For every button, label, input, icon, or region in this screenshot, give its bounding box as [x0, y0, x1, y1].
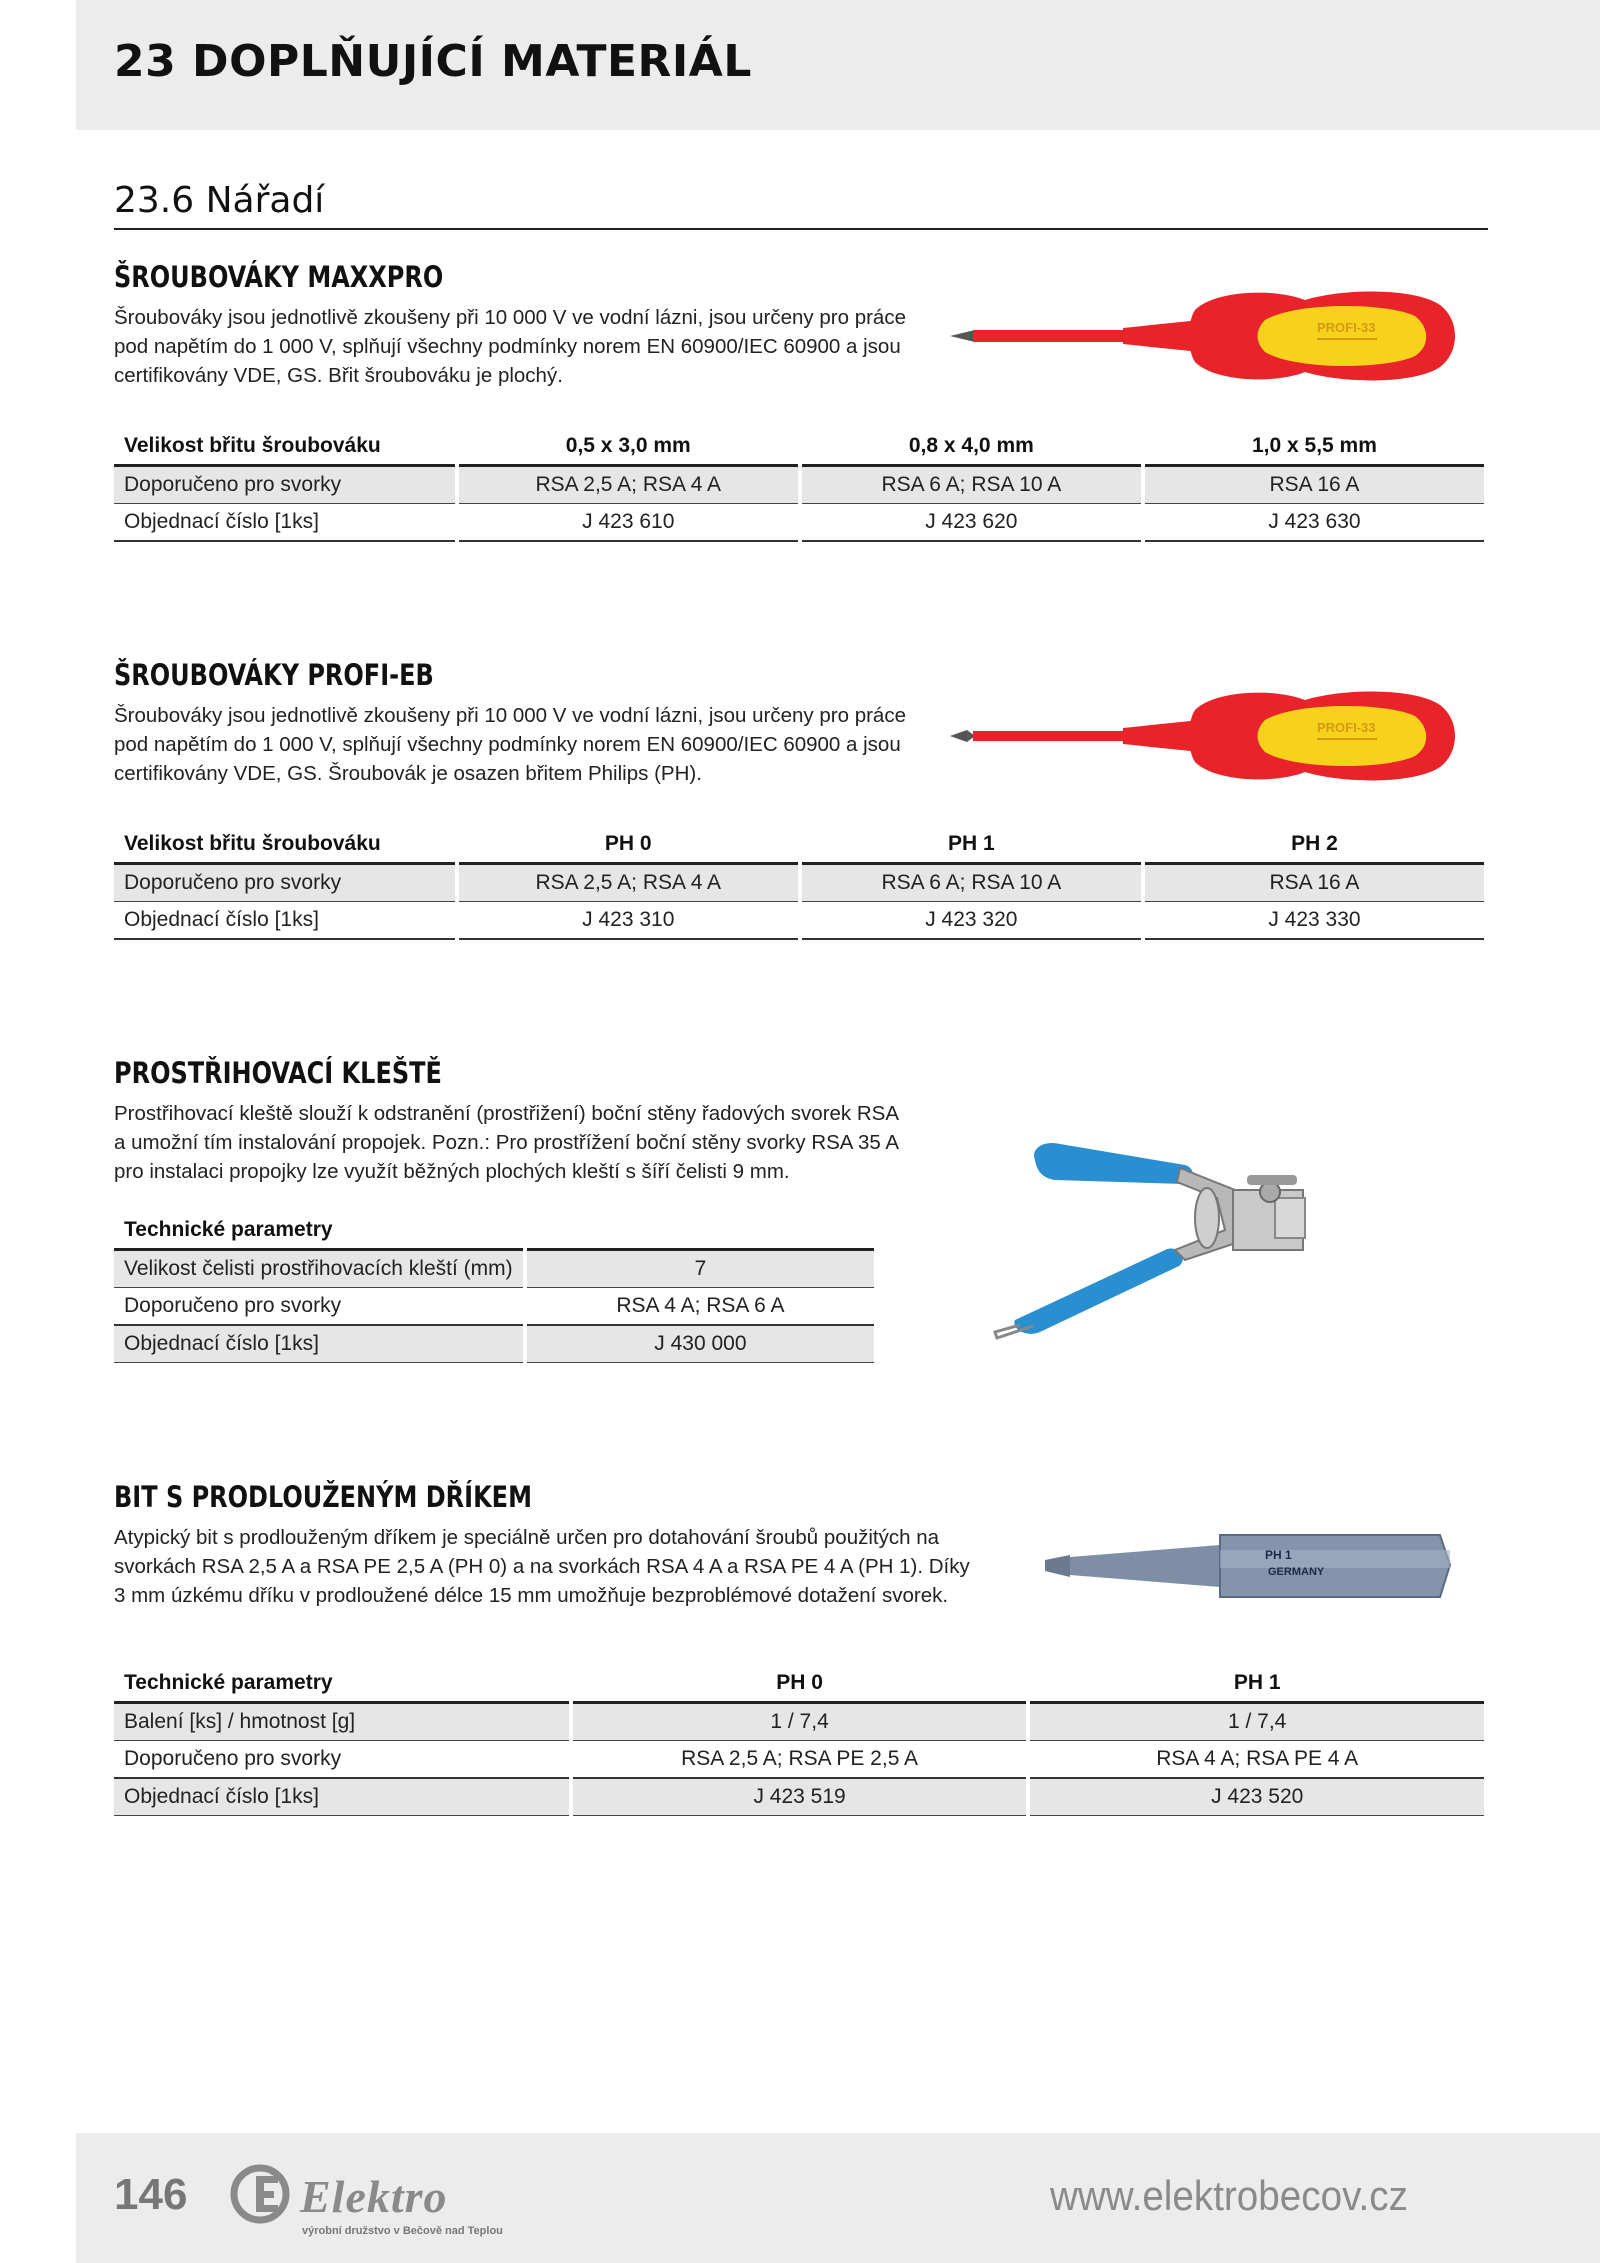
table-header: Velikost břitu šroubováku: [114, 826, 455, 865]
table-row: [114, 1251, 874, 1288]
table-row: [114, 504, 1484, 542]
table-header: PH 1: [1030, 1665, 1484, 1704]
product-heading-pliers: PROSTŘIHOVACÍ KLEŠTĚ: [114, 1056, 442, 1090]
table-cell: 1 / 7,4: [573, 1704, 1027, 1741]
table-cell: Doporučeno pro svorky: [114, 467, 455, 504]
table-row: [114, 1326, 874, 1363]
table-header: 0,8 x 4,0 mm: [802, 428, 1141, 467]
table-row: [114, 467, 1484, 504]
product-description-profi-eb: Šroubováky jsou jednotlivě zkoušeny při 10 000 V ve vodní lázni, jsou určeny pro práce pod napětím do 1 000 V, splňují všechny podmínky norem EN 60900/IEC 60900 a jsou certifikovány VDE, GS. Šroubovák je osazen břitem Philips (PH).: [114, 704, 906, 785]
table-cell: J 423 310: [459, 902, 798, 940]
table-cell: RSA 2,5 A; RSA 4 A: [459, 865, 798, 902]
section-title: 23.6 Nářadí: [114, 180, 325, 221]
table-cell: RSA 4 A; RSA 6 A: [527, 1288, 874, 1326]
table-header: Technické parametry: [114, 1665, 569, 1704]
table-cell: Doporučeno pro svorky: [114, 1288, 523, 1326]
table-cell: RSA 16 A: [1145, 467, 1484, 504]
table-header: [527, 1212, 874, 1251]
table-cell: J 423 519: [573, 1779, 1027, 1816]
product-description-bit: Atypický bit s prodlouženým dříkem je speciálně určen pro dotahování šroubů použitých na svorkách RSA 2,5 A a RSA PE 2,5 A (PH 0) a na svorkách RSA 4 A a RSA PE 4 A (PH 1). Díky 3 mm úzkému dříku v prodloužené délce 15 mm umožňuje bezproblémové dotažení svorek.: [114, 1526, 970, 1607]
table-header: 0,5 x 3,0 mm: [459, 428, 798, 467]
brand-tagline: výrobní družstvo v Bečově nad Teplou: [302, 2225, 503, 2237]
table-cell: Doporučeno pro svorky: [114, 865, 455, 902]
page-number: 146: [114, 2170, 188, 2219]
table-cell: 1 / 7,4: [1030, 1704, 1484, 1741]
table-cell: J 423 610: [459, 504, 798, 542]
spec-table-bit: [110, 1665, 1488, 1816]
table-cell: Doporučeno pro svorky: [114, 1741, 569, 1779]
table-cell: RSA 6 A; RSA 10 A: [802, 467, 1141, 504]
spec-table-maxxpro: [110, 428, 1488, 542]
table-cell: Velikost čelisti prostřihovacích kleští (mm): [114, 1251, 523, 1288]
table-cell: J 423 330: [1145, 902, 1484, 940]
table-row: [114, 865, 1484, 902]
table-cell: RSA 16 A: [1145, 865, 1484, 902]
table-cell: RSA 4 A; RSA PE 4 A: [1030, 1741, 1484, 1779]
table-cell: RSA 6 A; RSA 10 A: [802, 865, 1141, 902]
brand-logo-icon: [226, 2158, 298, 2230]
table-header: 1,0 x 5,5 mm: [1145, 428, 1484, 467]
table-row: [114, 1741, 1484, 1779]
bit-image: [1040, 1515, 1460, 1615]
table-cell: J 423 630: [1145, 504, 1484, 542]
table-cell: RSA 2,5 A; RSA 4 A: [459, 467, 798, 504]
product-heading-maxxpro: ŠROUBOVÁKY MAXXPRO: [114, 260, 444, 294]
table-cell: Objednací číslo [1ks]: [114, 1326, 523, 1363]
table-cell: 7: [527, 1251, 874, 1288]
spec-table-pliers: [110, 1212, 878, 1363]
table-header: PH 2: [1145, 826, 1484, 865]
table-cell: Objednací číslo [1ks]: [114, 504, 455, 542]
pliers-image: [985, 1120, 1485, 1350]
product-description-maxxpro: Šroubováky jsou jednotlivě zkoušeny při 10 000 V ve vodní lázni, jsou určeny pro práce pod napětím do 1 000 V, splňují všechny podmínky norem EN 60900/IEC 60900 a jsou certifikovány VDE, GS. Břit šroubováku je plochý.: [114, 306, 906, 387]
spec-table-profi-eb: [110, 826, 1488, 940]
table-cell: Balení [ks] / hmotnost [g]: [114, 1704, 569, 1741]
screwdriver-profi-eb-image: [945, 680, 1485, 790]
product-description-pliers: Prostřihovací kleště slouží k odstranění (prostřižení) boční stěny řadových svorek RSA a umožní tím instalování propojek. Pozn.: Pro prostřížení boční stěny svorky RSA 35 A pro instalaci propojky lze využít běžných plochých kleští s šíří čelisti 9 mm.: [114, 1102, 900, 1183]
screwdriver-brand-label: PROFI-33: [1317, 720, 1376, 735]
table-row: [114, 902, 1484, 940]
product-heading-bit: BIT S PRODLOUŽENÝM DŘÍKEM: [114, 1480, 532, 1514]
website-link[interactable]: www.elektrobecov.cz: [1050, 2172, 1408, 2219]
table-cell: J 423 620: [802, 504, 1141, 542]
table-cell: J 423 520: [1030, 1779, 1484, 1816]
screwdriver-maxxpro-image: [945, 280, 1485, 390]
product-heading-profi-eb: ŠROUBOVÁKY PROFI-EB: [114, 658, 434, 692]
section-divider: [114, 228, 1488, 230]
table-cell: RSA 2,5 A; RSA PE 2,5 A: [573, 1741, 1027, 1779]
table-row: [114, 1704, 1484, 1741]
screwdriver-brand-label: PROFI-33: [1317, 320, 1376, 335]
table-header: PH 0: [459, 826, 798, 865]
table-cell: J 423 320: [802, 902, 1141, 940]
brand-name: Elektro: [300, 2171, 448, 2222]
chapter-title: 23 DOPLŇUJÍCÍ MATERIÁL: [114, 36, 752, 87]
table-row: [114, 1779, 1484, 1816]
table-header: PH 0: [573, 1665, 1027, 1704]
table-cell: J 430 000: [527, 1326, 874, 1363]
table-header: PH 1: [802, 826, 1141, 865]
bit-size-label: PH 1: [1265, 1548, 1292, 1562]
table-row: [114, 1288, 874, 1326]
table-header: Technické parametry: [114, 1212, 523, 1251]
bit-origin-label: GERMANY: [1268, 1566, 1325, 1578]
table-cell: Objednací číslo [1ks]: [114, 1779, 569, 1816]
table-header: Velikost břitu šroubováku: [114, 428, 455, 467]
table-cell: Objednací číslo [1ks]: [114, 902, 455, 940]
